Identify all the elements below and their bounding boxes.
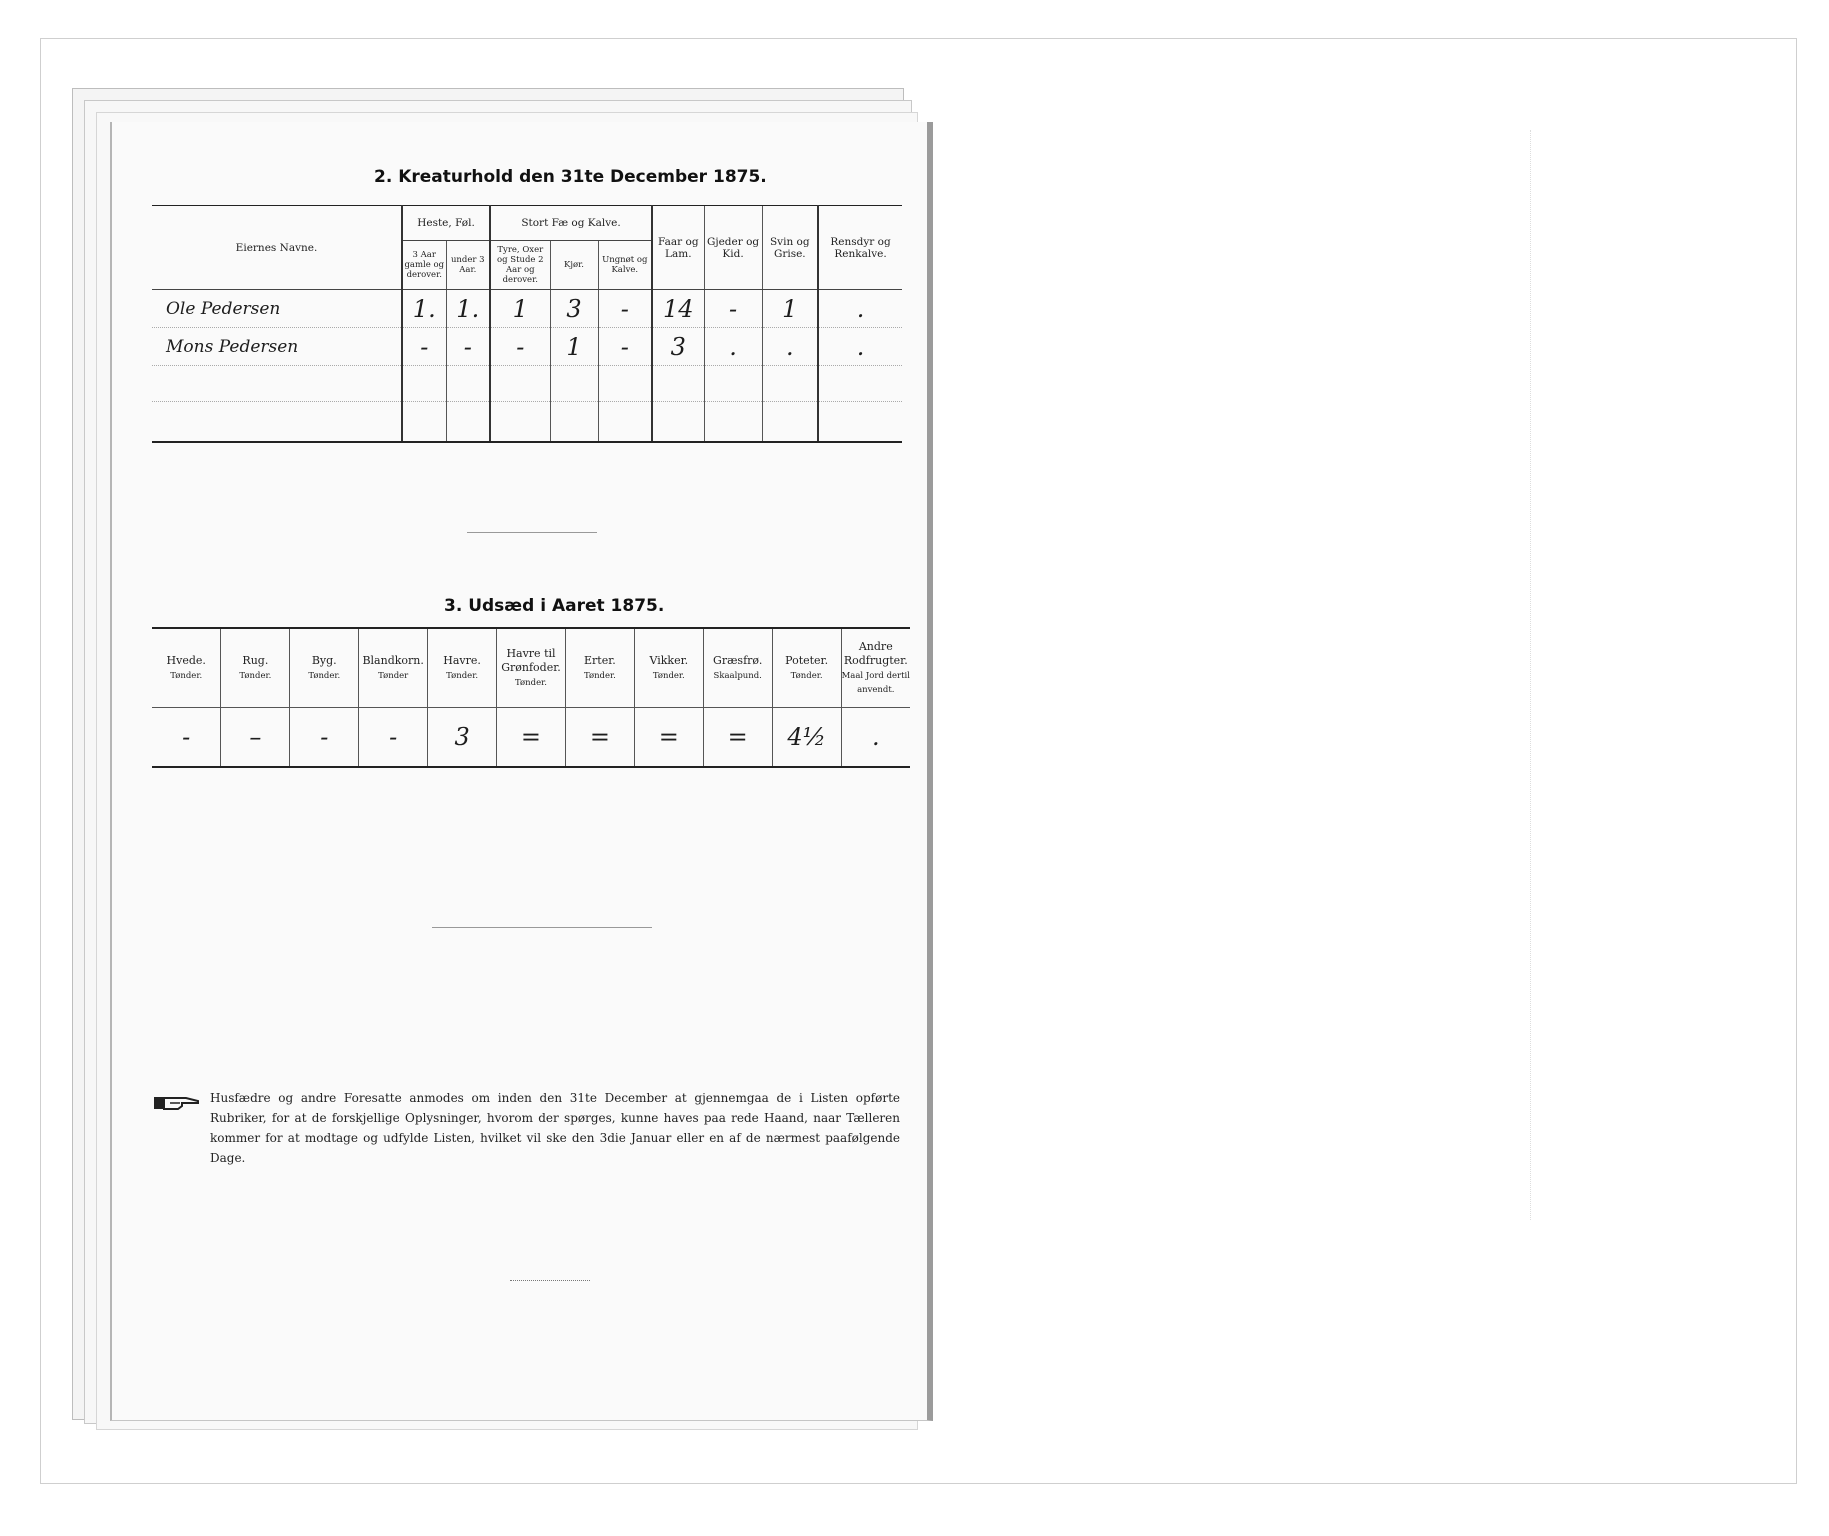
bulls-value: - bbox=[490, 328, 550, 366]
header-horses: Heste, Føl. bbox=[402, 206, 490, 241]
owner-name: Mons Pedersen bbox=[152, 328, 402, 366]
sheep-value: 14 bbox=[652, 290, 704, 328]
header-owner-names: Eiernes Navne. bbox=[152, 206, 402, 290]
reindeer-value: . bbox=[818, 290, 902, 328]
livestock-row bbox=[152, 290, 902, 328]
header-rye: Rug. Tønder. bbox=[221, 628, 290, 708]
header-mixed-grain: Blandkorn. Tønder bbox=[359, 628, 428, 708]
header-young-calves: Ungnøt og Kalve. bbox=[598, 241, 652, 290]
header-oats: Havre. Tønder. bbox=[428, 628, 497, 708]
header-peas: Erter. Tønder. bbox=[565, 628, 634, 708]
header-sheep: Faar og Lam. bbox=[652, 206, 704, 290]
instruction-notice: Husfædre og andre Foresatte anmodes om inden den 31te December at gjennemgaa de i Listen opførte Rubriker, for at de forskjellige Oplysninger, hvorom der spørges, kunne haves paa rede Haand, naar Tælleren kommer for at modtage og udfylde Listen, hvilket vil ske den 3die Januar eller en af de nærmest paafølgende Dage. bbox=[210, 1091, 900, 1165]
section-2-title: 2. Kreaturhold den 31te December 1875. bbox=[374, 167, 767, 187]
oats-value: 3 bbox=[428, 708, 497, 768]
header-horses-under3: under 3 Aar. bbox=[446, 241, 490, 290]
green-oats-value: = bbox=[497, 708, 566, 768]
section-3-title: 3. Udsæd i Aaret 1875. bbox=[444, 596, 665, 616]
cows-value: 1 bbox=[550, 328, 598, 366]
livestock-row bbox=[152, 328, 902, 366]
header-horses-3plus: 3 Aar gamle og derover. bbox=[402, 241, 446, 290]
livestock-row-empty bbox=[152, 402, 902, 442]
goats-value: . bbox=[704, 328, 762, 366]
grass-seed-value: = bbox=[703, 708, 772, 768]
potatoes-value: 4½ bbox=[772, 708, 841, 768]
owner-name: Ole Pedersen bbox=[152, 290, 402, 328]
horses-under3-value: - bbox=[446, 328, 490, 366]
vetches-value: = bbox=[634, 708, 703, 768]
pigs-value: . bbox=[762, 328, 818, 366]
other-roots-value: . bbox=[841, 708, 910, 768]
horses-3plus-value: - bbox=[402, 328, 446, 366]
pigs-value: 1 bbox=[762, 290, 818, 328]
header-other-roots: Andre Rodfrugter. Maal Jord dertil anvendt. bbox=[841, 628, 910, 708]
separator-line bbox=[432, 927, 652, 928]
header-grass-seed: Græsfrø. Skaalpund. bbox=[703, 628, 772, 708]
cows-value: 3 bbox=[550, 290, 598, 328]
census-form-page bbox=[110, 122, 933, 1421]
reindeer-value: . bbox=[818, 328, 902, 366]
separator-line bbox=[510, 1280, 590, 1281]
header-cattle: Stort Fæ og Kalve. bbox=[490, 206, 652, 241]
peas-value: = bbox=[565, 708, 634, 768]
header-reindeer: Rensdyr og Renkalve. bbox=[818, 206, 902, 290]
horses-3plus-value: 1. bbox=[402, 290, 446, 328]
scan-artifact bbox=[1530, 130, 1532, 1220]
barley-value: - bbox=[290, 708, 359, 768]
rye-value: – bbox=[221, 708, 290, 768]
horses-under3-value: 1. bbox=[446, 290, 490, 328]
bulls-value: 1 bbox=[490, 290, 550, 328]
goats-value: - bbox=[704, 290, 762, 328]
separator-line bbox=[467, 532, 597, 533]
header-pigs: Svin og Grise. bbox=[762, 206, 818, 290]
pointing-hand-icon bbox=[152, 1092, 202, 1114]
header-barley: Byg. Tønder. bbox=[290, 628, 359, 708]
sowing-header-row bbox=[152, 628, 910, 708]
header-wheat: Hvede. Tønder. bbox=[152, 628, 221, 708]
livestock-table bbox=[152, 205, 902, 443]
sowing-data-row bbox=[152, 708, 910, 768]
sowing-table bbox=[152, 627, 910, 768]
sheep-value: 3 bbox=[652, 328, 704, 366]
wheat-value: - bbox=[182, 723, 191, 751]
young-value: - bbox=[598, 290, 652, 328]
mixed-grain-value: - bbox=[359, 708, 428, 768]
header-green-oats: Havre til Grønfoder. Tønder. bbox=[497, 628, 566, 708]
header-vetches: Vikker. Tønder. bbox=[634, 628, 703, 708]
livestock-header-row bbox=[152, 206, 902, 241]
young-value: - bbox=[598, 328, 652, 366]
livestock-row-empty bbox=[152, 366, 902, 402]
header-potatoes: Poteter. Tønder. bbox=[772, 628, 841, 708]
header-cows: Kjør. bbox=[550, 241, 598, 290]
header-bulls-oxen: Tyre, Oxer og Stude 2 Aar og derover. bbox=[490, 241, 550, 290]
header-goats: Gjeder og Kid. bbox=[704, 206, 762, 290]
